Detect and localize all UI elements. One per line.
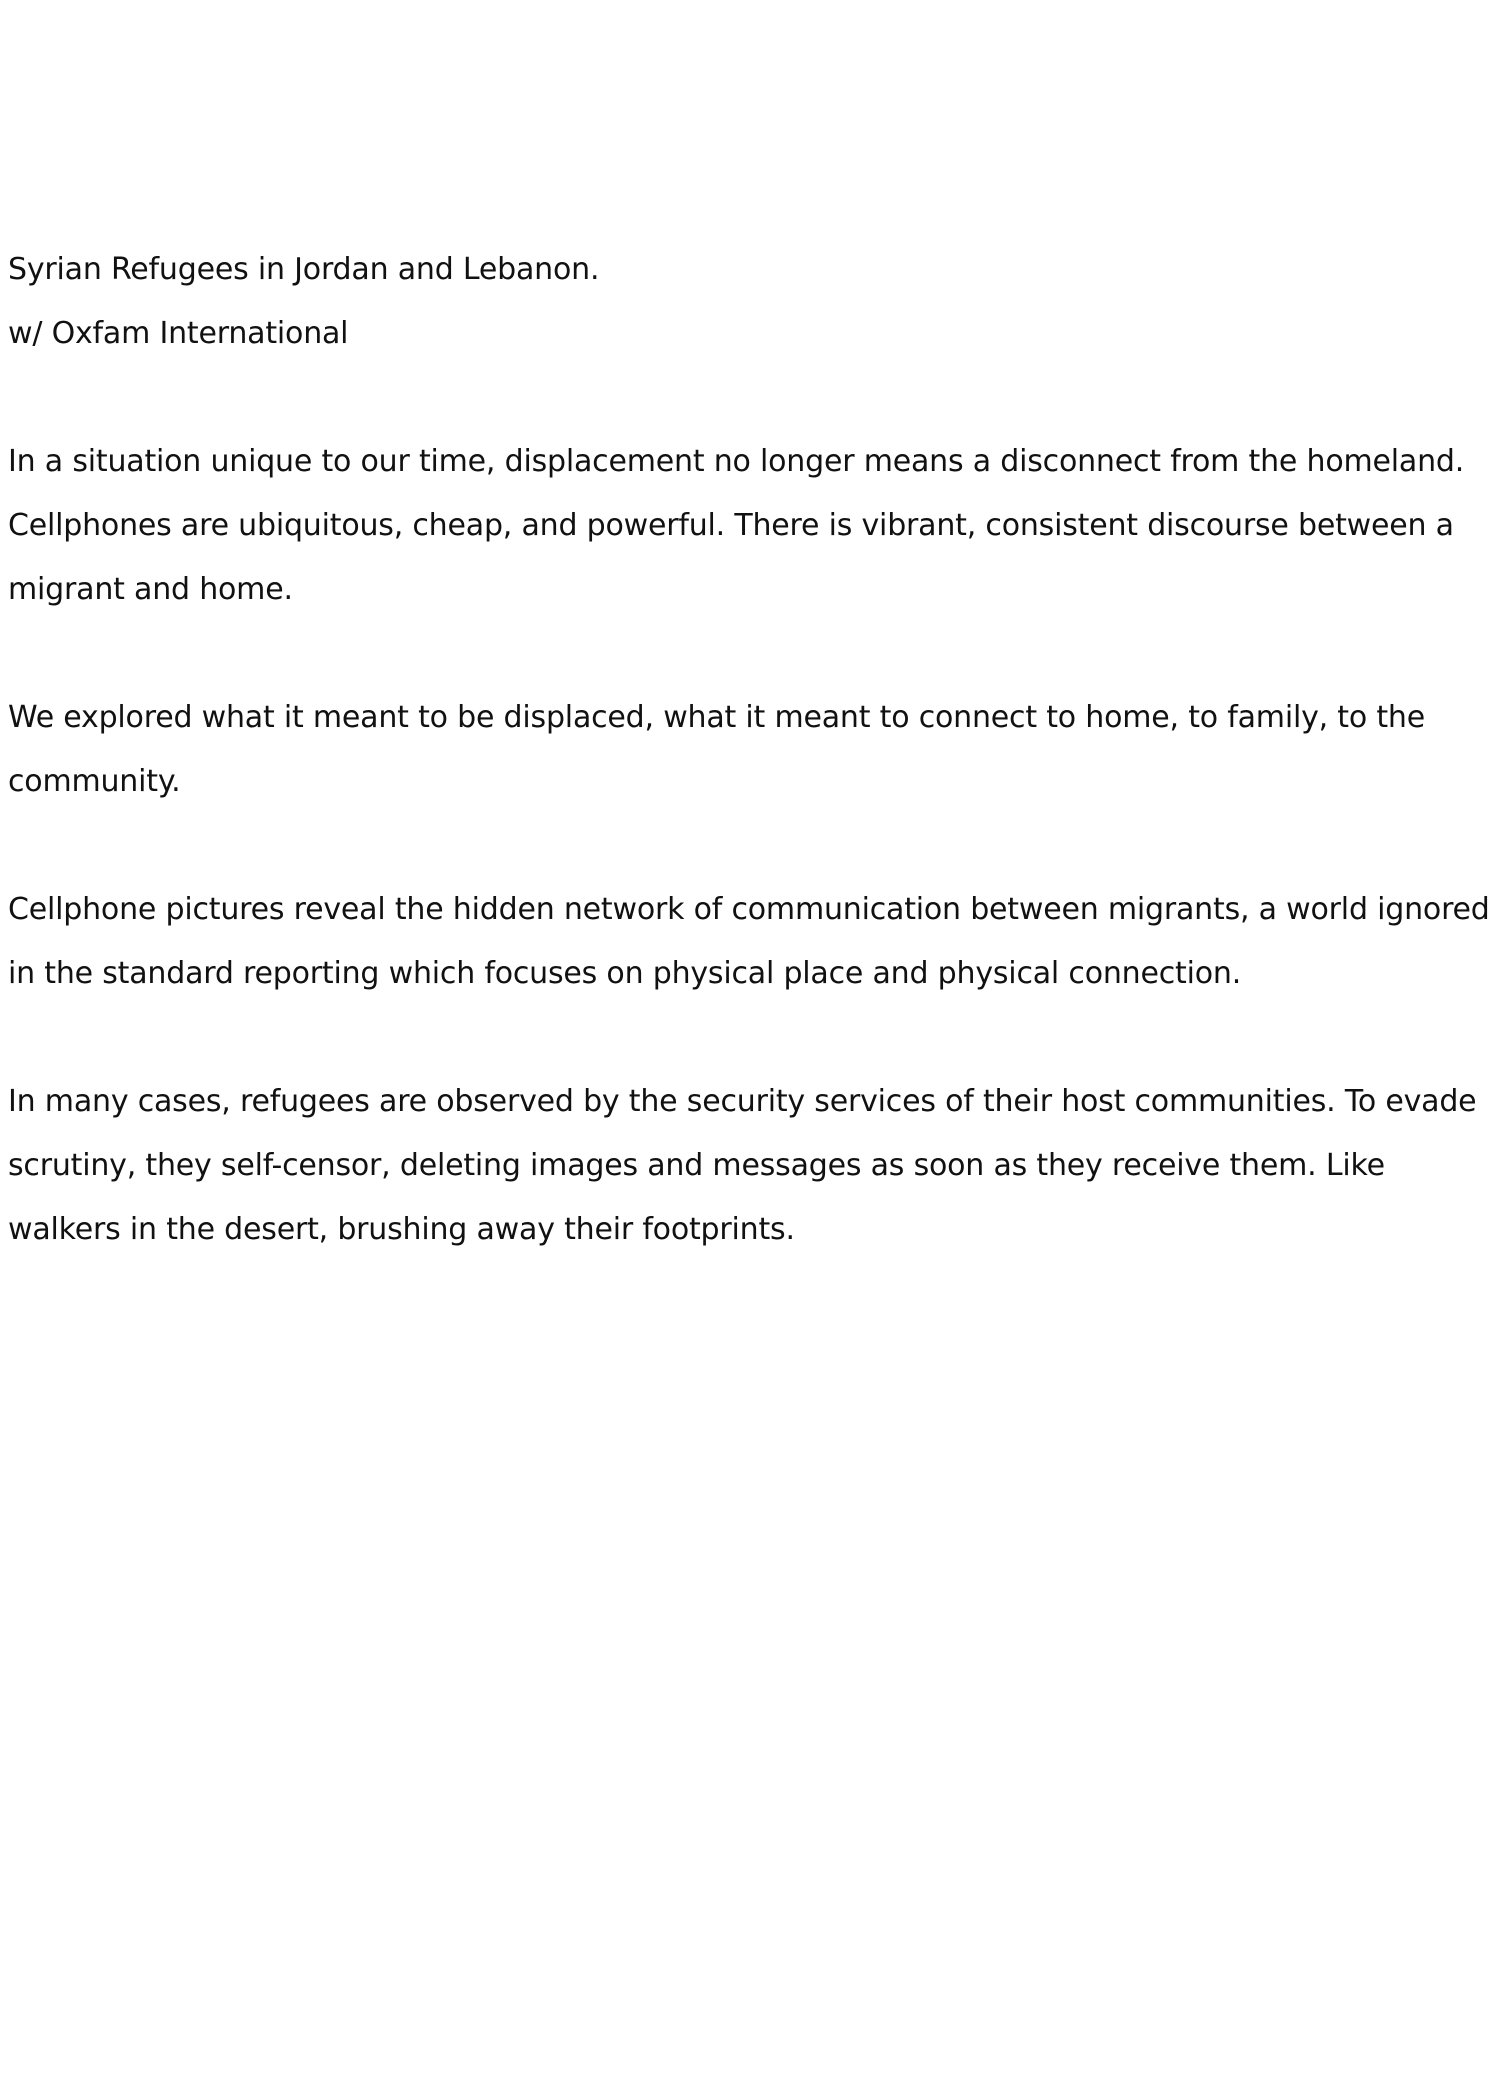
project-title: Syrian Refugees in Jordan and Lebanon. <box>8 252 600 287</box>
document-page <box>8 238 1496 1262</box>
project-partner: w/ Oxfam International <box>8 316 349 351</box>
project-header <box>8 238 1496 366</box>
paragraph-cellphone-pictures: Cellphone pictures reveal the hidden network of communication between migrants, a world ignored in the standard reporting which focuses on physical place and physical connection. <box>8 892 1490 991</box>
paragraph-exploration: We explored what it meant to be displaced, what it meant to connect to home, to family, to the community. <box>8 700 1425 799</box>
paragraph-intro: In a situation unique to our time, displacement no longer means a disconnect from the homeland. Cellphones are ubiquitous, cheap, and powerful. There is vibrant, consistent discourse between a migrant and home. <box>8 444 1465 607</box>
paragraph-self-censorship: In many cases, refugees are observed by the security services of their host communities. To evade scrutiny, they self-censor, deleting images and messages as soon as they receive them. Like walkers in the desert, brushing away their footprints. <box>8 1084 1477 1247</box>
